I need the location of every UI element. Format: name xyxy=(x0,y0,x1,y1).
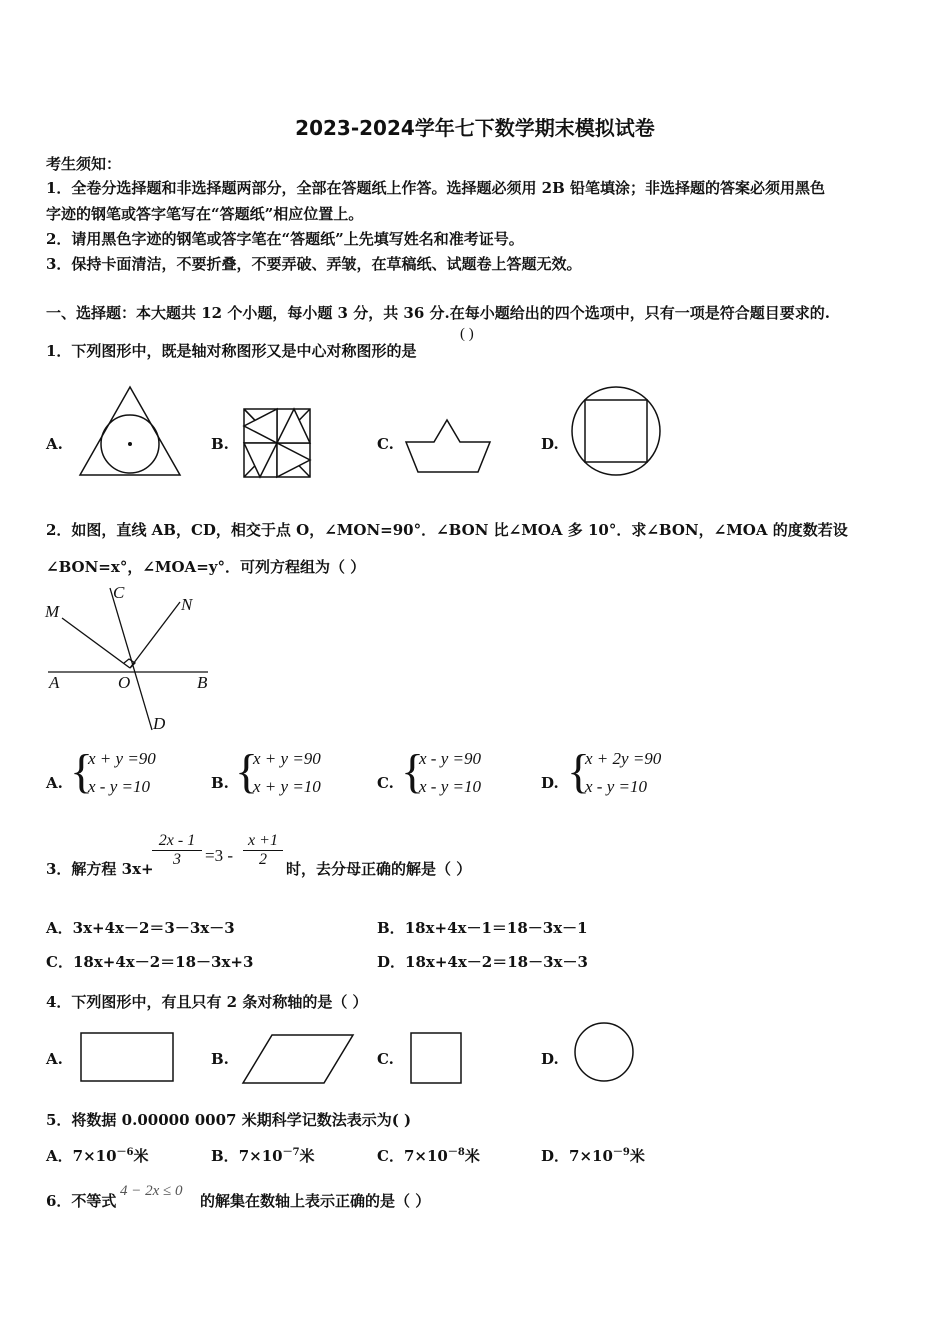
q1-boat-figure xyxy=(404,418,492,474)
q4-parallelogram-figure xyxy=(242,1034,354,1084)
fig-label-n: N xyxy=(181,595,193,614)
q3-fraction-1-numerator: 2x - 1 xyxy=(152,832,202,851)
q2-angle-figure xyxy=(40,582,220,734)
q2-option-c-label[interactable]: C. xyxy=(377,774,394,792)
q2-option-d-label[interactable]: D. xyxy=(541,774,559,792)
q5-option-a-label: A． xyxy=(46,1147,73,1165)
q5-option-d-unit: 米 xyxy=(629,1147,645,1165)
q4-circle-figure xyxy=(574,1022,634,1082)
q5-option-a-exp: －6 xyxy=(116,1147,134,1158)
q1-option-b-label[interactable]: B. xyxy=(211,435,229,453)
q2-stem-line-2: ∠BON=x°，∠MOA=y°．可列方程组为（ ） xyxy=(46,558,366,576)
q6-inequality: 4 − 2x ≤ 0 xyxy=(120,1183,183,1199)
q5-option-b-base: 7×10 xyxy=(238,1147,283,1165)
fig-label-m: M xyxy=(45,602,60,621)
q2-option-a-eq1: x + y =90 xyxy=(88,749,156,768)
q4-rectangle-figure xyxy=(80,1032,174,1082)
notice-line-2: 2．请用黑色字迹的钢笔或答字笔在“答题纸”上先填写姓名和准考证号。 xyxy=(46,230,524,248)
q2-option-a-brace: { xyxy=(70,745,94,798)
q2-option-a-label[interactable]: A. xyxy=(46,774,63,792)
q5-option-c-exp: －8 xyxy=(447,1147,465,1158)
q1-option-a-label[interactable]: A. xyxy=(46,435,63,453)
q3-option-b[interactable] xyxy=(377,917,588,938)
q2-option-b-brace: { xyxy=(235,745,259,798)
fig-label-d: D xyxy=(153,714,166,733)
q3-option-a-text: 3x+4x－2＝3－3x－3 xyxy=(72,919,235,937)
q1-pinwheel-figure xyxy=(243,408,311,478)
q2-option-c-eq2: x - y =10 xyxy=(419,777,481,796)
q3-option-c-label: C． xyxy=(46,953,73,971)
q3-fraction-2-numerator: x +1 xyxy=(243,832,283,851)
q3-option-b-text: 18x+4x－1＝18－3x－1 xyxy=(404,919,588,937)
line-cd xyxy=(110,588,152,730)
q5-option-d[interactable] xyxy=(541,1143,645,1166)
q5-option-a[interactable] xyxy=(46,1143,149,1166)
q3-fraction-2-denominator: 2 xyxy=(259,851,267,868)
notice-line-1b: 字迹的钢笔或答字笔写在“答题纸”相应位置上。 xyxy=(46,205,364,223)
fig-label-c: C xyxy=(113,583,125,602)
q3-option-a-label: A． xyxy=(46,919,73,937)
fig-label-b: B xyxy=(197,673,208,692)
q6-prefix: 6．不等式 xyxy=(46,1192,117,1210)
q2-option-b-eq2: x + y =10 xyxy=(253,777,321,796)
notice-line-1a: 1．全卷分选择题和非选择题两部分，全部在答题纸上作答。选择题必须用 2B 铅笔填涂；非选择题的答案必须用黑色 xyxy=(46,179,826,197)
notice-heading: 考生须知： xyxy=(46,155,122,173)
q5-option-c-base: 7×10 xyxy=(403,1147,448,1165)
q2-option-a-eq2: x - y =10 xyxy=(88,777,150,796)
q4-square-figure xyxy=(410,1032,462,1084)
q5-option-a-unit: 米 xyxy=(133,1147,149,1165)
q3-fraction-1-denominator: 3 xyxy=(173,851,181,868)
fig-label-a: A xyxy=(49,673,60,692)
q1-stem: 1．下列图形中，既是轴对称图形又是中心对称图形的是 xyxy=(46,342,417,360)
q2-stem-line-1: 2．如图，直线 AB，CD，相交于点 O，∠MON=90°．∠BON 比∠MOA 多 10°．求∠BON，∠MOA 的度数若设 xyxy=(46,521,848,539)
q6-suffix: 的解集在数轴上表示正确的是（ ） xyxy=(200,1192,431,1210)
fig-label-o: O xyxy=(118,673,131,692)
q4-option-b-label[interactable]: B. xyxy=(211,1050,229,1068)
q3-suffix: 时，去分母正确的解是（ ） xyxy=(286,860,472,878)
q3-option-d-label: D． xyxy=(377,953,406,971)
q3-option-d-text: 18x+4x－2＝18－3x－3 xyxy=(405,953,588,971)
q3-option-c-text: 18x+4x－2＝18－3x+3 xyxy=(72,953,254,971)
q5-option-b[interactable] xyxy=(211,1143,315,1166)
q3-option-a[interactable] xyxy=(46,917,235,938)
q5-option-b-label: B． xyxy=(211,1147,239,1165)
notice-line-3: 3．保持卡面清洁，不要折叠，不要弄破、弄皱，在草稿纸、试题卷上答题无效。 xyxy=(46,255,582,273)
q5-option-c[interactable] xyxy=(377,1143,480,1166)
q3-middle: =3 - xyxy=(205,846,233,865)
q2-option-d-eq2: x - y =10 xyxy=(585,777,647,796)
page-title: 2023-2024学年七下数学期末模拟试卷 xyxy=(295,116,655,140)
q3-option-d[interactable] xyxy=(377,951,588,972)
q1-triangle-incircle-figure xyxy=(78,385,182,477)
q4-option-a-label[interactable]: A. xyxy=(46,1050,63,1068)
ray-om xyxy=(62,618,130,668)
q5-option-c-label: C． xyxy=(377,1147,404,1165)
q4-option-c-label[interactable]: C. xyxy=(377,1050,394,1068)
q5-option-b-unit: 米 xyxy=(299,1147,315,1165)
q1-square-circle-figure xyxy=(570,385,662,477)
q2-option-c-brace: { xyxy=(401,745,425,798)
q3-prefix: 3．解方程 3x+ xyxy=(46,860,154,878)
q3-fraction-2 xyxy=(243,832,283,869)
q4-option-d-label[interactable]: D. xyxy=(541,1050,559,1068)
q3-option-b-label: B． xyxy=(377,919,405,937)
ray-on xyxy=(130,602,180,668)
q3-fraction-1 xyxy=(152,832,202,869)
q1-paren: ( ) xyxy=(460,326,474,342)
q5-option-d-exp: －9 xyxy=(612,1147,630,1158)
q5-option-c-unit: 米 xyxy=(464,1147,480,1165)
q2-option-b-eq1: x + y =90 xyxy=(253,749,321,768)
q3-option-c[interactable] xyxy=(46,951,253,972)
q5-option-a-base: 7×10 xyxy=(72,1147,117,1165)
section-heading: 一、选择题：本大题共 12 个小题，每小题 3 分，共 36 分.在每小题给出的四个选项中，只有一项是符合题目要求的. xyxy=(46,304,830,322)
q1-option-c-label[interactable]: C. xyxy=(377,435,394,453)
q5-option-d-label: D． xyxy=(541,1147,570,1165)
q2-option-d-brace: { xyxy=(567,745,591,798)
q4-stem: 4．下列图形中，有且只有 2 条对称轴的是（ ） xyxy=(46,993,368,1011)
q5-option-d-base: 7×10 xyxy=(569,1147,613,1165)
q5-option-b-exp: －7 xyxy=(282,1147,300,1158)
q2-option-c-eq1: x - y =90 xyxy=(419,749,481,768)
q2-option-b-label[interactable]: B. xyxy=(211,774,229,792)
q1-option-d-label[interactable]: D. xyxy=(541,435,559,453)
q5-stem: 5．将数据 0.00000 0007 米期科学记数法表示为( ) xyxy=(46,1111,412,1129)
q2-option-d-eq1: x + 2y =90 xyxy=(585,749,662,768)
